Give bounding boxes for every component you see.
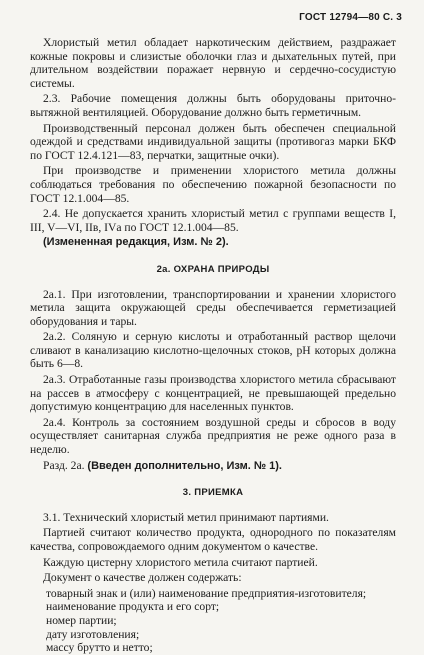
list-item: товарный знак и (или) наименование предприятия-изготовителя; [46, 586, 367, 600]
list-item: номер партии; [46, 613, 117, 627]
paragraph-batch-definition: Партией считают количество продукта, однородного по показателям качества, сопровождаемого одним документом о качестве. [30, 526, 396, 553]
list-item: массу брутто и нетто; [46, 641, 153, 655]
list-item: дату изготовления; [46, 627, 140, 641]
section-heading-acceptance: 3. ПРИЕМКА [182, 487, 244, 499]
paragraph-2a-1: 2а.1. При изготовлении, транспортировании и хранении хлористого метила защита окружающей среды обеспечивается герметизацией оборудования и тары. [30, 287, 396, 328]
paragraph-fire-safety: При производстве и применении хлористого метила должны соблюдаться требования по обеспечению пожарной безопасности по ГОСТ 12.1.004—85. [30, 164, 396, 205]
list-item: наименование продукта и его сорт; [46, 600, 220, 614]
section-ref: Разд. 2а. [43, 458, 85, 472]
paragraph-2-4: 2.4. Не допускается хранить хлористый метил с группами веществ I, III, V—VI, IIв, IVа по ГОСТ 12.1.004—85. [30, 207, 396, 234]
page-header: ГОСТ 12794—80 С. 3 [299, 12, 402, 23]
paragraph-3-1: 3.1. Технический хлористый метил принимают партиями. [43, 510, 329, 524]
paragraph-2a-4: 2а.4. Контроль за состоянием воздушной среды и сбросов в воду осуществляет санитарная служба предприятия не реже одного раза в неделю. [30, 415, 396, 457]
page-body [30, 36, 396, 655]
paragraph-personnel: Производственный персонал должен быть обеспечен специальной одеждой и средствами индивидуальной защиты (противогаз марки БКФ по ГОСТ 12.4.121—83, перчатки, защитные очки). [30, 121, 396, 162]
amendment-text: (Введен дополнительно, Изм. № 1). [87, 459, 282, 472]
amendment-note-2: (Измененная редакция, Изм. № 2). [43, 236, 229, 249]
amendment-note-1 [30, 459, 396, 474]
paragraph-toxicity: Хлористый метил обладает наркотическим действием, раздражает кожные покровы и слизистые оболочки глаз и дыхательных путей, при длительном воздействии поражает нервную и сердечно-сосудистую системы. [30, 36, 396, 90]
paragraph-2a-2: 2а.2. Соляную и серную кислоты и отработанный раствор щелочи сливают в канализацию кислотно-щелочных стоков, pH которых должна быть 6—8. [30, 330, 396, 371]
paragraph-tank: Каждую цистерну хлористого метила считают партией. [43, 555, 318, 569]
section-heading-environment: 2а. ОХРАНА ПРИРОДЫ [156, 263, 270, 275]
paragraph-2-3: 2.3. Рабочие помещения должны быть оборудованы приточно-вытяжной вентиляцией. Оборудование должно быть герметичным. [30, 92, 396, 119]
paragraph-quality-document: Документ о качестве должен содержать: [43, 571, 242, 585]
paragraph-2a-3: 2а.3. Отработанные газы производства хлористого метила сбрасывают на рассев в атмосферу с концентрацией, не превышающей предельно допустимую концентрацию для населенных пунктов. [30, 373, 396, 414]
